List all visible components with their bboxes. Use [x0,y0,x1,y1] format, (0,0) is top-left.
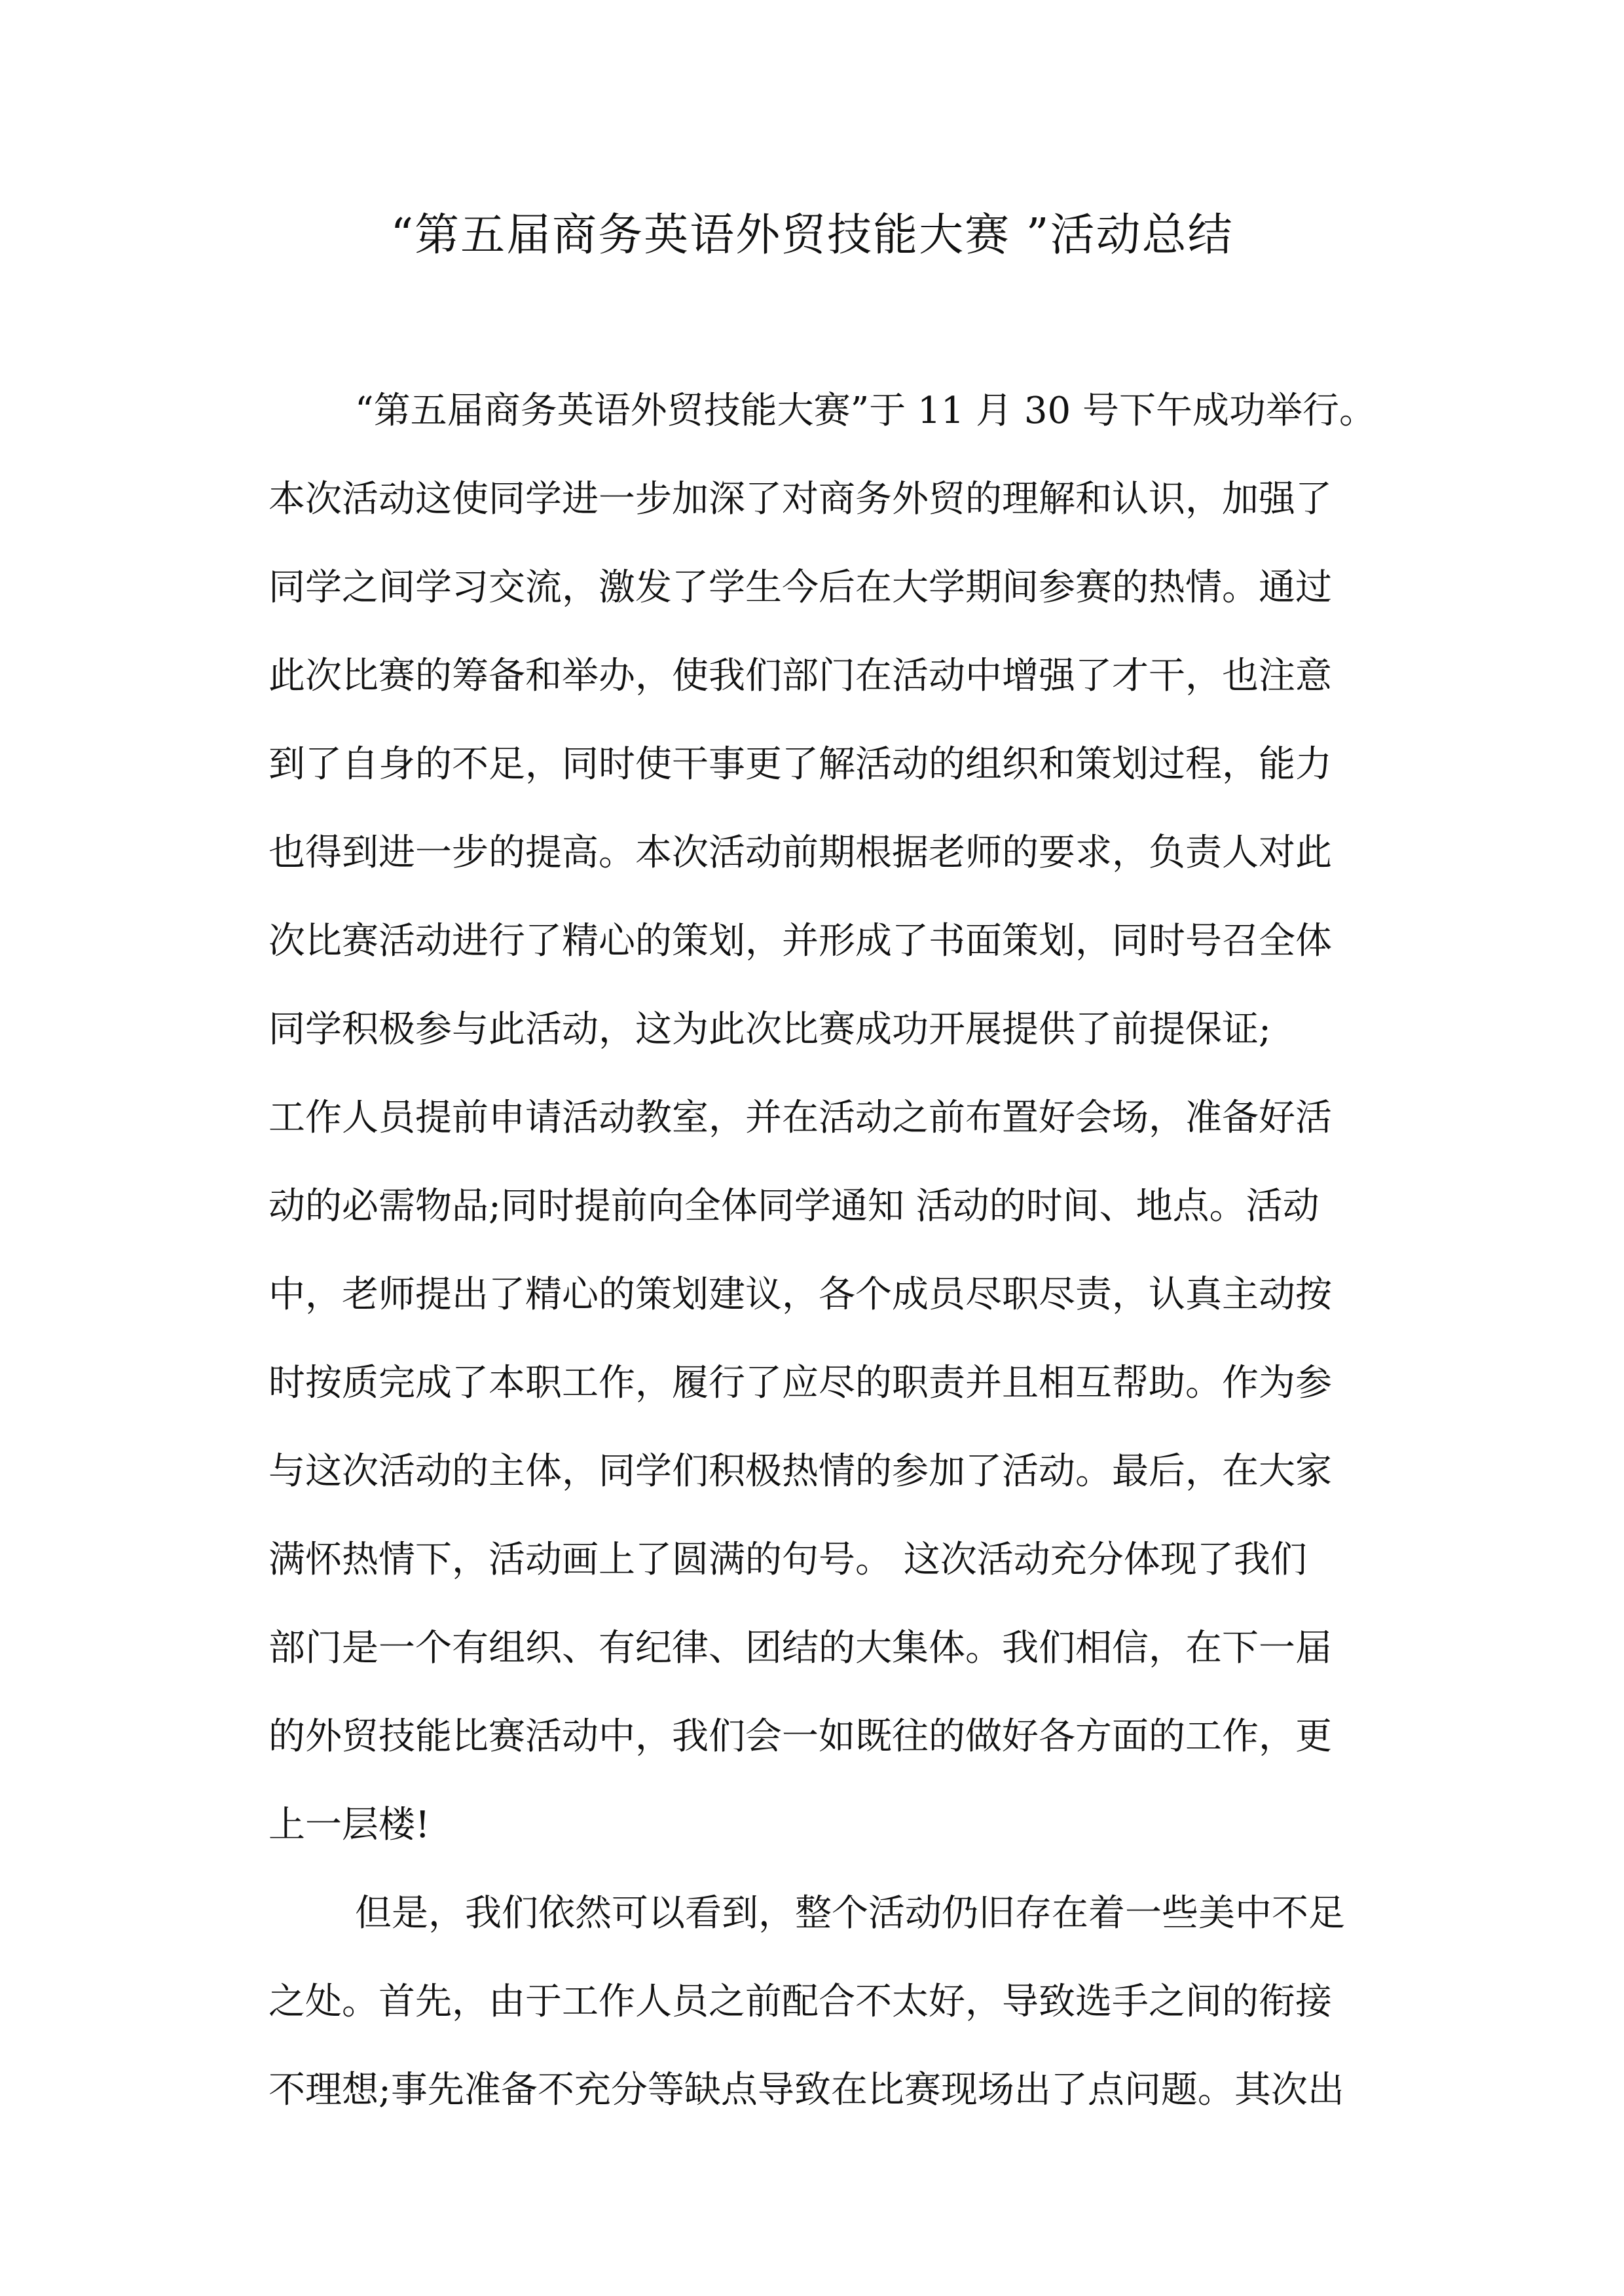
paragraph-line: 上一层楼! [268,1804,430,1846]
paragraph-line: 时按质完成了本职工作，履行了应尽的职责并且相互帮助。作为参 [268,1362,1332,1404]
paragraph-line: 次比赛活动进行了精心的策划，并形成了书面策划，同时号召全体 [268,920,1332,962]
paragraph-line: 部门是一个有组织、有纪律、团结的大集体。我们相信，在下一届 [268,1627,1332,1669]
paragraph-line: 动的必需物品;同时提前向全体同学通知 活动的时间、地点。活动 [268,1185,1320,1228]
paragraph-line: 也得到进一步的提高。本次活动前期根据老师的要求，负责人对此 [268,831,1332,874]
paragraph-line: 中，老师提出了精心的策划建议，各个成员尽职尽责，认真主动按 [268,1273,1332,1316]
document-title: “第五届商务英语外贸技能大赛 ”活动总结 [390,210,1234,261]
paragraph-line: 同学之间学习交流，激发了学生今后在大学期间参赛的热情。通过 [268,566,1332,609]
paragraph-line: 之处。首先，由于工作人员之前配合不太好，导致选手之间的衔接 [268,1980,1332,2023]
paragraph-line: “第五届商务英语外贸技能大赛”于 11 月 30 号下午成功举行。 [355,390,1376,432]
paragraph-line: 但是，我们依然可以看到，整个活动仍旧存在着一些美中不足 [355,1892,1345,1935]
document-body [268,367,1376,2134]
paragraph-line: 此次比赛的筹备和举办，使我们部门在活动中增强了才干，也注意 [268,655,1332,697]
paragraph-line: 工作人员提前申请活动教室，并在活动之前布置好会场，准备好活 [268,1097,1332,1139]
paragraph-line: 不理想;事先准备不充分等缺点导致在比赛现场出了点问题。其次出 [268,2069,1344,2111]
paragraph-line: 与这次活动的主体，同学们积极热情的参加了活动。最后，在大家 [268,1450,1332,1493]
paragraph-line: 同学积极参与此活动，这为此次比赛成功开展提供了前提保证; [268,1008,1271,1051]
paragraph-line: 本次活动这使同学进一步加深了对商务外贸的理解和认识，加强了 [268,478,1332,520]
paragraph-line: 到了自身的不足，同时使干事更了解活动的组织和策划过程，能力 [268,743,1332,786]
paragraph-line: 满怀热情下，活动画上了圆满的句号。 这次活动充分体现了我们 [268,1539,1307,1581]
paragraph-line: 的外贸技能比赛活动中，我们会一如既往的做好各方面的工作，更 [268,1715,1332,1758]
